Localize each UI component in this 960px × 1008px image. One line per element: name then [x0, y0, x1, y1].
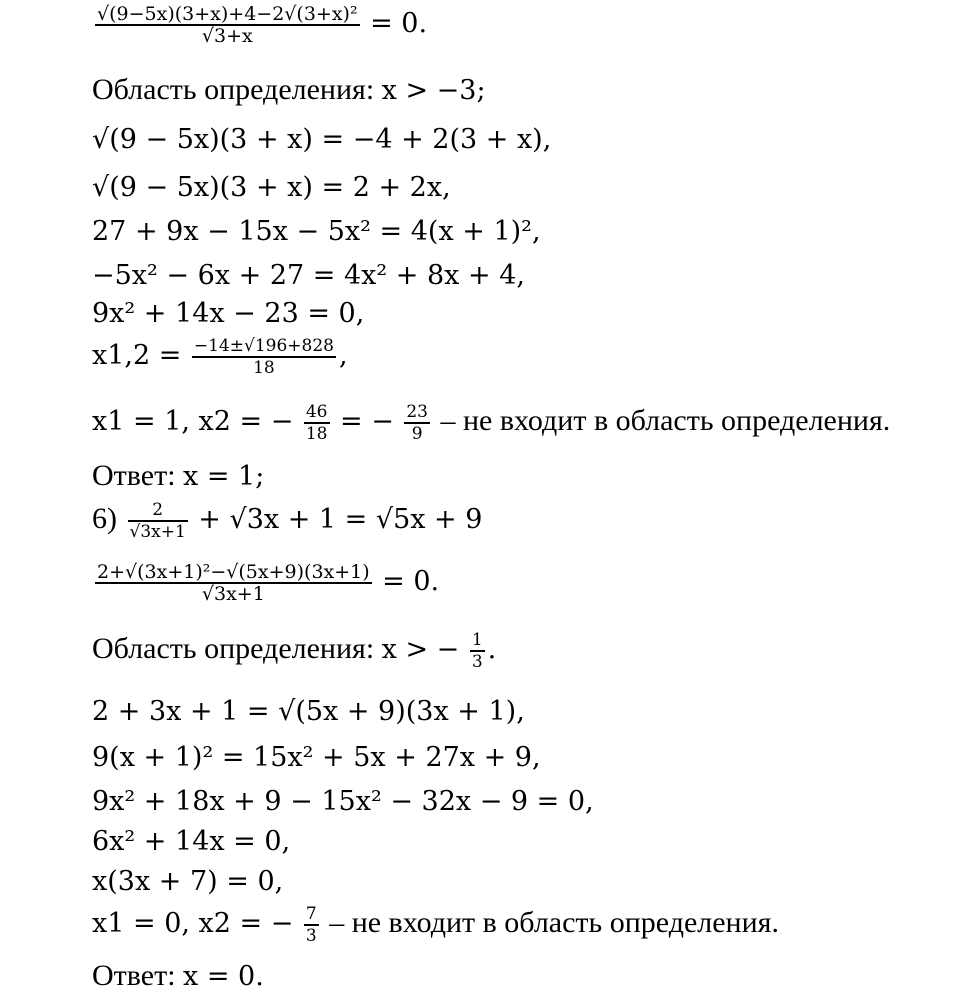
answer-value: x = 0. — [183, 961, 264, 992]
roots-fraction — [192, 336, 336, 378]
answer-line — [92, 458, 264, 495]
step-line: x(3x + 7) = 0, — [92, 866, 284, 897]
result-lhs: x1 = 0, x2 = − — [92, 907, 294, 939]
roots-lhs: x1,2 = — [92, 339, 182, 371]
domain-line: Область определения: x > − $\frac{1}{3}$ . — [92, 630, 497, 672]
equation-fraction — [95, 562, 372, 604]
domain-label: Область определения: — [92, 631, 375, 665]
answer-label: Ответ: — [92, 959, 176, 992]
domain-value: x > −3; — [381, 75, 486, 106]
equation-fraction-line — [92, 4, 427, 46]
answer-label: Ответ: — [92, 459, 176, 492]
equation-rhs: = 0. — [370, 7, 428, 39]
step-line: −5x² − 6x + 27 = 4x² + 8x + 4, — [92, 260, 525, 291]
step-line: √(9 − 5x)(3 + x) = 2 + 2x, — [92, 172, 451, 203]
domain-label: Область определения: — [92, 73, 375, 106]
part-b-equation-line — [92, 500, 482, 542]
step-line: 9x² + 14x − 23 = 0, — [92, 298, 365, 329]
step-line: 27 + 9x − 15x − 5x² = 4(x + 1)², — [92, 216, 541, 247]
step-line: 6x² + 14x = 0, — [92, 826, 291, 857]
roots-line: x1,2 = $\frac{-14\pm√196+828}{18}$ , — [92, 336, 348, 378]
domain-fraction: $\frac{1}{3}$ — [471, 630, 483, 672]
roots-numerator: −14±√196+828 — [193, 336, 334, 356]
equation-rest: + √3x + 1 = √5x + 9 — [198, 503, 483, 535]
roots-denominator: 18 — [253, 358, 275, 378]
equation-fraction: $\frac{2}{√3x+1}$ — [129, 500, 186, 542]
result-note: – не входит в область определения. — [440, 403, 891, 437]
result-fraction: $\frac{23}{9}$ — [406, 402, 428, 444]
part-label: 6) — [92, 501, 117, 535]
result-fraction: $\frac{7}{3}$ — [305, 904, 317, 946]
equation-denominator: √3x+1 — [201, 583, 265, 605]
equation-fraction — [95, 4, 360, 46]
domain-value: x > − — [381, 633, 460, 665]
equation-numerator: √(9−5x)(3+x)+4−2√(3+x)² — [97, 3, 358, 25]
result-lhs: x1 = 1, x2 = − — [92, 405, 294, 437]
equation-numerator: 2+√(3x+1)²−√(5x+9)(3x+1) — [97, 561, 370, 583]
step-line: 9x² + 18x + 9 − 15x² − 32x − 9 = 0, — [92, 786, 594, 817]
equation-rhs: = 0. — [382, 565, 440, 597]
domain-line — [92, 72, 486, 109]
result-note: – не входит в область определения. — [329, 905, 779, 939]
answer-value: x = 1; — [183, 461, 265, 492]
step-line: 9(x + 1)² = 15x² + 5x + 27x + 9, — [92, 742, 541, 773]
step-line: √(9 − 5x)(3 + x) = −4 + 2(3 + x), — [92, 124, 552, 155]
result-line — [92, 904, 779, 946]
result-fraction: $\frac{46}{18}$ — [305, 402, 328, 444]
step-line: 2 + 3x + 1 = √(5x + 9)(3x + 1), — [92, 696, 525, 727]
equation-denominator: √3+x — [201, 25, 253, 47]
result-line: x1 = 1, x2 = − $\frac{46}{18}$ = − $\frac{23}{9}$ – не входит в область определения. — [92, 402, 891, 444]
equation-fraction-line — [92, 562, 439, 604]
answer-line — [92, 958, 264, 995]
